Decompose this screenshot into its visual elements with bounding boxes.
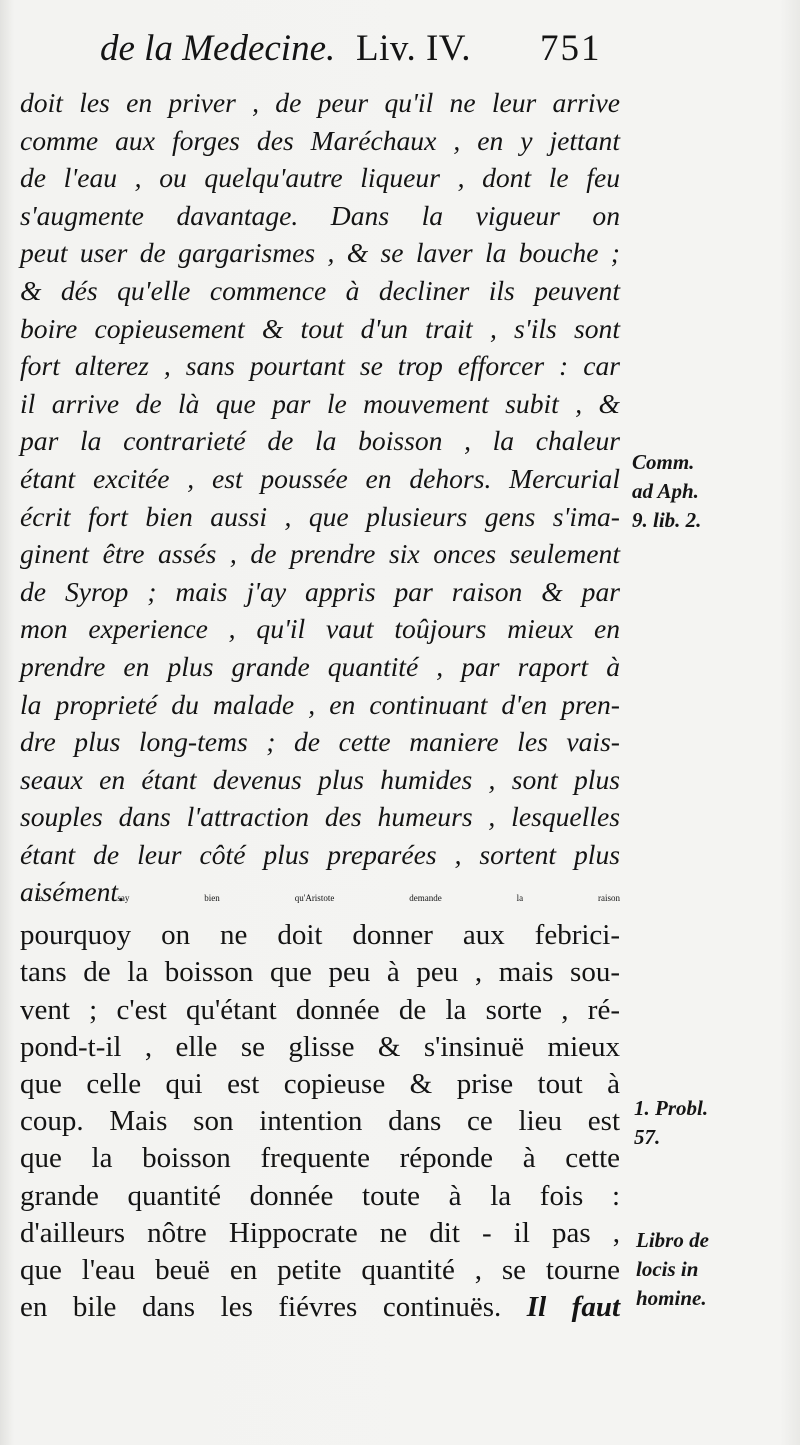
text-line: que la boisson frequente réponde à cette	[20, 1142, 620, 1175]
text-line: dre plus long-tems ; de cette maniere les vais-	[20, 726, 620, 758]
text-line: la proprieté du malade , en continuant d'en pren-	[20, 688, 620, 720]
text-line: souples dans l'attraction des humeurs , lesquelles	[20, 801, 620, 833]
text-line: de Syrop ; mais j'ay appris par raison & par	[20, 575, 620, 607]
text-segment: en bile dans les fiévres continuës.	[20, 1291, 502, 1324]
text-line: vent ; c'est qu'étant donnée de la sorte , ré-	[20, 993, 620, 1026]
marginal-note-line: homine.	[636, 1286, 707, 1310]
marginal-note-line: 57.	[634, 1125, 661, 1149]
text-line: peut user de gargarismes , & se laver la bouche ;	[20, 237, 620, 269]
text-line: que l'eau beuë en petite quantité , se tourne	[20, 1253, 620, 1286]
italic-paragraph	[20, 84, 620, 911]
marginal-note	[636, 1226, 709, 1313]
marginal-note-line: 9. lib. 2.	[632, 508, 702, 532]
text-line: aisément.	[20, 876, 125, 908]
marginal-note	[634, 1094, 708, 1152]
text-line: d'ailleurs nôtre Hippocrate ne dit - il pas ,	[20, 1216, 620, 1249]
text-line: coup. Mais son intention dans ce lieu est	[20, 1105, 620, 1138]
text-line: tans de la boisson que peu à peu , mais sou-	[20, 956, 620, 989]
book-number: Liv. IV.	[356, 28, 471, 69]
text-line: comme aux forges des Maréchaux , en y jettant	[20, 124, 620, 156]
text-line: par la contrarieté de la boisson , la chaleur	[20, 425, 620, 457]
text-line: pourquoy on ne doit donner aux febrici-	[20, 919, 620, 952]
running-title: de la Medecine.	[100, 28, 336, 69]
text-line: que celle qui est copieuse & prise tout à	[20, 1067, 620, 1100]
text-line: il arrive de là que par le mouvement subit , &	[20, 387, 620, 419]
marginal-note-line: Libro de	[636, 1228, 709, 1252]
marginal-note	[632, 448, 701, 535]
text-line: écrit fort bien aussi , que plusieurs gens s'ima-	[20, 500, 620, 532]
text-line: & dés qu'elle commence à decliner ils peuvent	[20, 274, 620, 306]
catchword: Il faut	[526, 1291, 621, 1324]
text-line: ginent être assés , de prendre six onces seulement	[20, 538, 620, 570]
text-line-final	[20, 1289, 620, 1326]
text-line: pond-t-il , elle se glisse & s'insinuë mieux	[20, 1030, 620, 1063]
text-line: de l'eau , ou quelqu'autre liqueur , dont le feu	[20, 162, 620, 194]
text-line: grande quantité donnée toute à la fois :	[20, 1179, 620, 1212]
text-line: mon experience , qu'il vaut toûjours mieux en	[20, 613, 620, 645]
roman-paragraph	[20, 880, 620, 1326]
text-line: s'augmente davantage. Dans la vigueur on	[20, 199, 620, 231]
text-line: prendre en plus grande quantité , par raport à	[20, 650, 620, 682]
marginal-note-line: Comm.	[632, 450, 695, 474]
running-header	[0, 26, 800, 76]
text-line: fort alterez , sans pourtant se trop efforcer : car	[20, 350, 620, 382]
marginal-note-line: locis in	[636, 1257, 699, 1281]
marginal-note-line: ad Aph.	[632, 479, 699, 503]
text-line: étant de leur côté plus preparées , sortent plus	[20, 838, 620, 870]
text-line: Je say bien qu'Aristote demande la raison	[35, 893, 620, 903]
page-number: 751	[540, 28, 602, 69]
text-line: étant excitée , est poussée en dehors. Mercurial	[20, 462, 620, 494]
marginal-note-line: 1. Probl.	[634, 1096, 709, 1120]
text-line: boire copieusement & tout d'un trait , s'ils sont	[20, 312, 620, 344]
text-line: seaux en étant devenus plus humides , sont plus	[20, 763, 620, 795]
text-line: doit les en priver , de peur qu'il ne leur arrive	[20, 87, 620, 118]
